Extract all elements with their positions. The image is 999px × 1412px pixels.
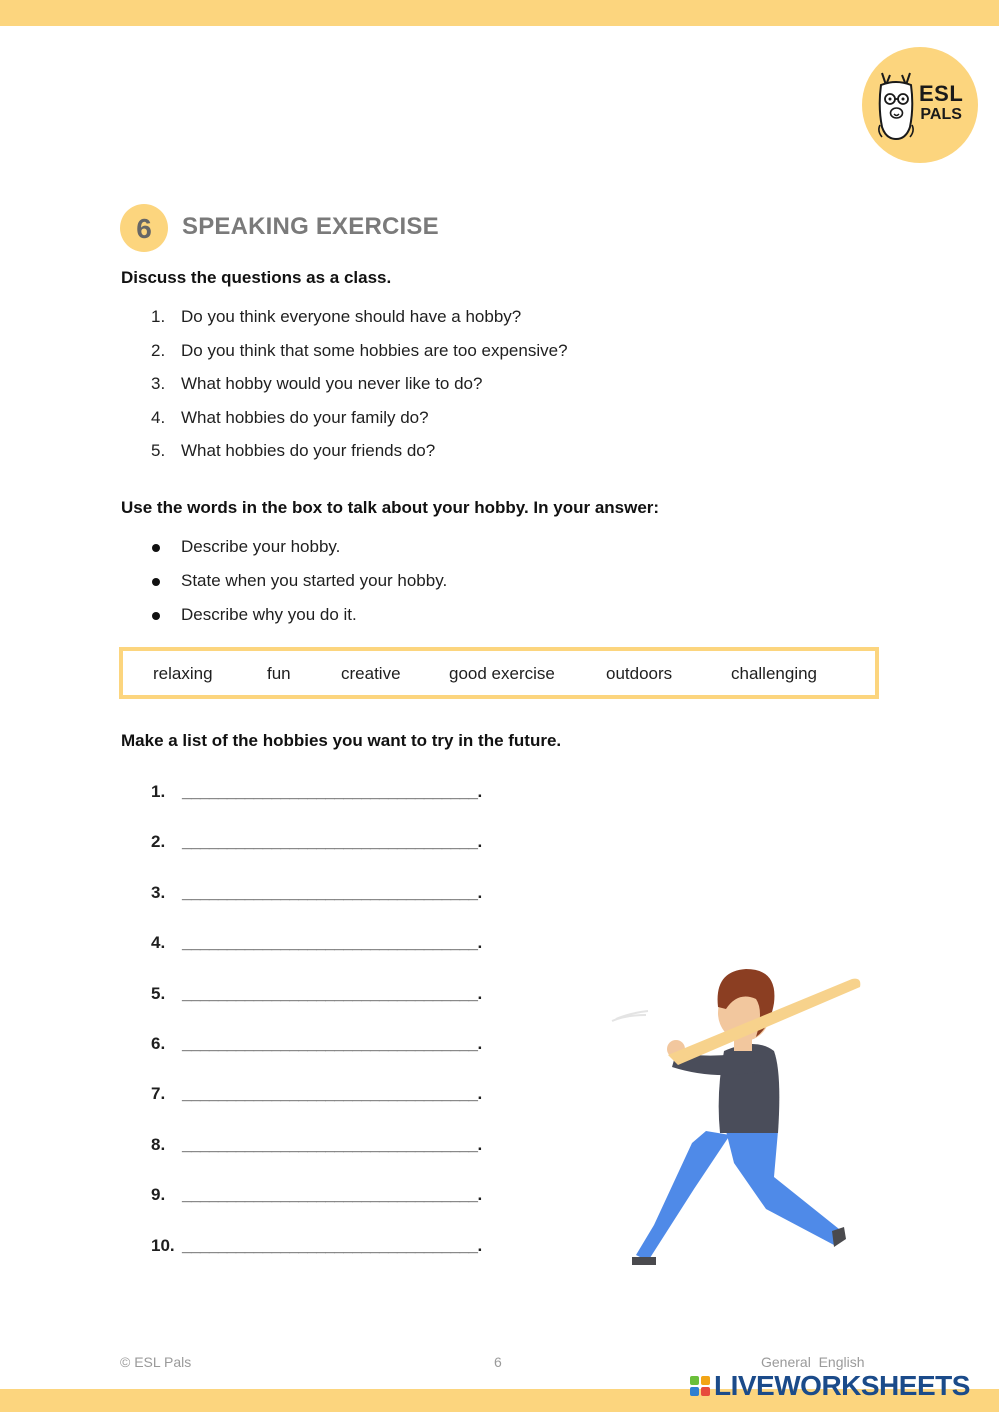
question-text: What hobbies do your friends do? [181, 441, 436, 460]
answer-blank[interactable]: _________________________________. [182, 832, 482, 852]
answer-blank[interactable]: _________________________________. [182, 1084, 482, 1104]
top-accent-band [0, 0, 999, 26]
llama-mascot-icon [874, 67, 918, 143]
question-text: What hobbies do your family do? [181, 407, 429, 427]
answer-blank[interactable]: _________________________________. [182, 933, 482, 953]
answer-blank[interactable]: _________________________________. [182, 782, 482, 801]
footer-page-number: 6 [494, 1354, 502, 1370]
item-number: 9. [151, 1185, 166, 1205]
item-number: 3. [151, 882, 166, 902]
word-fun: fun [267, 664, 291, 683]
footer-copyright: © ESL Pals [120, 1354, 192, 1370]
word-challenging: challenging [731, 664, 818, 683]
section-number-badge: 6 [120, 204, 168, 252]
question-number: 2. [151, 340, 166, 360]
answer-blank[interactable]: _________________________________. [182, 882, 482, 902]
talk-instruction: Use the words in the box to talk about your hobby. In your answer: [121, 498, 660, 517]
item-number: 1. [151, 782, 166, 801]
question-text: Do you think that some hobbies are too expensive? [181, 340, 568, 360]
bullet-icon [152, 544, 160, 552]
answer-blank[interactable]: _________________________________. [182, 1033, 482, 1053]
question-number: 4. [151, 407, 166, 427]
item-number: 4. [151, 933, 166, 953]
future-instruction: Make a list of the hobbies you want to try in the future. [121, 731, 562, 750]
answer-blank[interactable]: _________________________________. [182, 1134, 482, 1154]
bullet-text: State when you started your hobby. [181, 571, 448, 590]
question-text: What hobby would you never like to do? [181, 374, 483, 393]
question-number: 3. [151, 374, 166, 393]
item-number: 10. [151, 1235, 175, 1255]
answer-blank[interactable]: _________________________________. [182, 1235, 482, 1255]
item-number: 7. [151, 1084, 166, 1104]
answer-blank[interactable]: _________________________________. [182, 983, 482, 1003]
discuss-instruction: Discuss the questions as a class. [121, 268, 392, 287]
word-outdoors: outdoors [606, 664, 673, 683]
bullet-icon [152, 578, 160, 586]
item-number: 5. [151, 983, 166, 1003]
question-text: Do you think everyone should have a hobby? [181, 307, 522, 326]
bullet-text: Describe your hobby. [181, 537, 341, 556]
baseball-player-illustration [606, 963, 866, 1269]
liveworksheets-logo-icon [690, 1376, 710, 1396]
watermark-text: LIVEWORKSHEETS [714, 1370, 970, 1401]
bullet-text: Describe why you do it. [181, 605, 357, 624]
item-number: 8. [151, 1134, 166, 1154]
question-number: 5. [151, 441, 166, 460]
item-number: 6. [151, 1033, 166, 1053]
esl-pals-logo [862, 47, 978, 163]
word-box [119, 647, 879, 699]
word-good-exercise: good exercise [449, 664, 555, 683]
logo-line1: ESL [919, 81, 964, 106]
item-number: 2. [151, 832, 166, 852]
bullet-icon [152, 612, 160, 620]
logo-line2: PALS [920, 106, 962, 123]
word-relaxing: relaxing [153, 664, 213, 683]
liveworksheets-watermark [690, 1372, 970, 1400]
footer-course: General English [761, 1354, 865, 1370]
question-number: 1. [151, 307, 166, 326]
section-title: SPEAKING EXERCISE [182, 213, 439, 240]
answer-blank[interactable]: _________________________________. [182, 1185, 482, 1205]
logo-wordmark [919, 83, 963, 123]
word-creative: creative [341, 664, 401, 683]
